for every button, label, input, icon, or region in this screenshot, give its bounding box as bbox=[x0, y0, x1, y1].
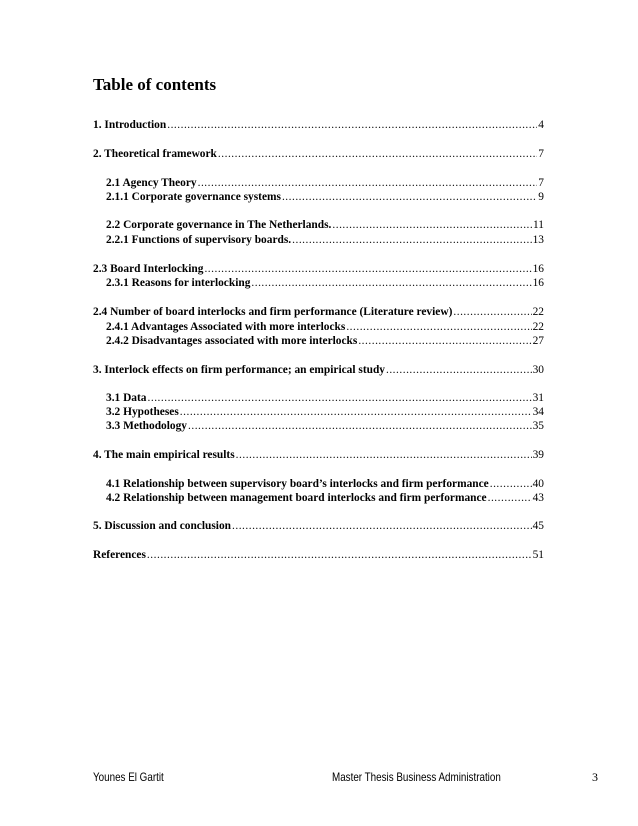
toc-leader-dots bbox=[488, 491, 532, 505]
toc-leader-dots bbox=[332, 218, 532, 232]
toc-entry[interactable] bbox=[93, 363, 544, 377]
toc-leader-dots bbox=[232, 519, 532, 533]
toc-entry-label: 3.1 Data bbox=[106, 392, 147, 404]
toc-entry-label: 3.3 Methodology bbox=[106, 420, 187, 432]
toc-entry-page: 45 bbox=[532, 520, 544, 532]
toc-entry-page: 7 bbox=[538, 148, 544, 160]
toc-leader-dots bbox=[180, 405, 532, 419]
toc-entry[interactable] bbox=[106, 391, 544, 405]
toc-entry-label: 2.4.1 Advantages Associated with more interlocks bbox=[106, 321, 346, 333]
toc-entry-label: 2.2.1 Functions of supervisory boards. bbox=[106, 234, 292, 246]
toc-entry-label: 3. Interlock effects on firm performance; an empirical study bbox=[93, 364, 385, 376]
toc-leader-dots bbox=[218, 147, 537, 161]
toc-entry[interactable] bbox=[93, 519, 544, 533]
toc-entry-page: 51 bbox=[532, 549, 544, 561]
toc-entry[interactable] bbox=[106, 419, 544, 433]
toc-entry-page: 35 bbox=[532, 420, 544, 432]
toc-leader-dots bbox=[358, 334, 531, 348]
toc-leader-dots bbox=[282, 190, 537, 204]
toc-entry-label: 4. The main empirical results bbox=[93, 449, 235, 461]
toc-entry-page: 22 bbox=[532, 321, 544, 333]
toc-entry-label: 2.1.1 Corporate governance systems bbox=[106, 191, 281, 203]
toc-entry-label: 2.2 Corporate governance in The Netherlands. bbox=[106, 219, 332, 231]
toc-entry[interactable] bbox=[93, 147, 544, 161]
toc-entry-label: 2. Theoretical framework bbox=[93, 148, 217, 160]
toc-entry[interactable] bbox=[106, 334, 544, 348]
toc-entry-page: 22 bbox=[532, 306, 544, 318]
toc-entry-label: 2.1 Agency Theory bbox=[106, 177, 197, 189]
toc-title: Table of contents bbox=[93, 75, 217, 94]
toc-entry[interactable] bbox=[93, 448, 544, 462]
toc-entry-page: 40 bbox=[532, 478, 544, 490]
toc-entry-label: 2.4.2 Disadvantages associated with more interlocks bbox=[106, 335, 358, 347]
toc-entry-page: 31 bbox=[532, 392, 544, 404]
toc-entry-label: 5. Discussion and conclusion bbox=[93, 520, 231, 532]
toc-entry[interactable] bbox=[106, 405, 544, 419]
toc-entry[interactable] bbox=[106, 190, 544, 204]
toc-leader-dots bbox=[147, 548, 532, 562]
toc-entry-label: 1. Introduction bbox=[93, 119, 167, 131]
footer-program: Master Thesis Business Administration bbox=[332, 770, 501, 784]
toc-leader-dots bbox=[148, 391, 532, 405]
toc-entry-label: 4.2 Relationship between management board interlocks and firm performance bbox=[106, 492, 487, 504]
footer-page-number: 3 bbox=[592, 770, 598, 784]
toc-entry[interactable] bbox=[93, 305, 544, 319]
toc-entry-page: 7 bbox=[538, 177, 544, 189]
toc-leader-dots bbox=[490, 477, 532, 491]
toc-entry-page: 4 bbox=[538, 119, 544, 131]
toc-entry[interactable] bbox=[106, 233, 544, 247]
toc-entry-page: 16 bbox=[532, 277, 544, 289]
footer-author: Younes El Gartit bbox=[93, 770, 164, 784]
toc-entry-page: 27 bbox=[532, 335, 544, 347]
toc-entry-page: 13 bbox=[532, 234, 544, 246]
toc-entry-label: 2.4 Number of board interlocks and firm performance (Literature review) bbox=[93, 306, 453, 318]
toc-leader-dots bbox=[251, 276, 531, 290]
toc-entry[interactable] bbox=[93, 118, 544, 132]
toc-leader-dots bbox=[204, 262, 531, 276]
toc-entry-page: 39 bbox=[532, 449, 544, 461]
toc-entry-label: 2.3.1 Reasons for interlocking bbox=[106, 277, 251, 289]
toc-leader-dots bbox=[386, 363, 532, 377]
toc-leader-dots bbox=[453, 305, 531, 319]
toc-entry-page: 34 bbox=[532, 406, 544, 418]
toc-leader-dots bbox=[198, 176, 538, 190]
toc-leader-dots bbox=[292, 233, 531, 247]
toc-leader-dots bbox=[167, 118, 537, 132]
toc-leader-dots bbox=[346, 320, 531, 334]
toc-entry[interactable] bbox=[106, 176, 544, 190]
toc-entry-page: 16 bbox=[532, 263, 544, 275]
toc-entry-label: 2.3 Board Interlocking bbox=[93, 263, 204, 275]
toc-entry-page: 30 bbox=[532, 364, 544, 376]
toc-entry-label: References bbox=[93, 549, 146, 561]
toc-leader-dots bbox=[236, 448, 532, 462]
toc-entry-page: 43 bbox=[532, 492, 544, 504]
toc-entry[interactable] bbox=[106, 477, 544, 491]
toc-leader-dots bbox=[188, 419, 532, 433]
toc-entry-page: 11 bbox=[533, 219, 544, 231]
toc-entry[interactable] bbox=[93, 548, 544, 562]
toc-entry-label: 3.2 Hypotheses bbox=[106, 406, 179, 418]
toc-entry[interactable] bbox=[106, 320, 544, 334]
toc-entry[interactable] bbox=[106, 218, 544, 232]
toc-entry[interactable] bbox=[93, 262, 544, 276]
toc-entry-page: 9 bbox=[538, 191, 544, 203]
toc-entry-label: 4.1 Relationship between supervisory board’s interlocks and firm performance bbox=[106, 478, 489, 490]
toc-entry[interactable] bbox=[106, 276, 544, 290]
toc-entry[interactable] bbox=[106, 491, 544, 505]
